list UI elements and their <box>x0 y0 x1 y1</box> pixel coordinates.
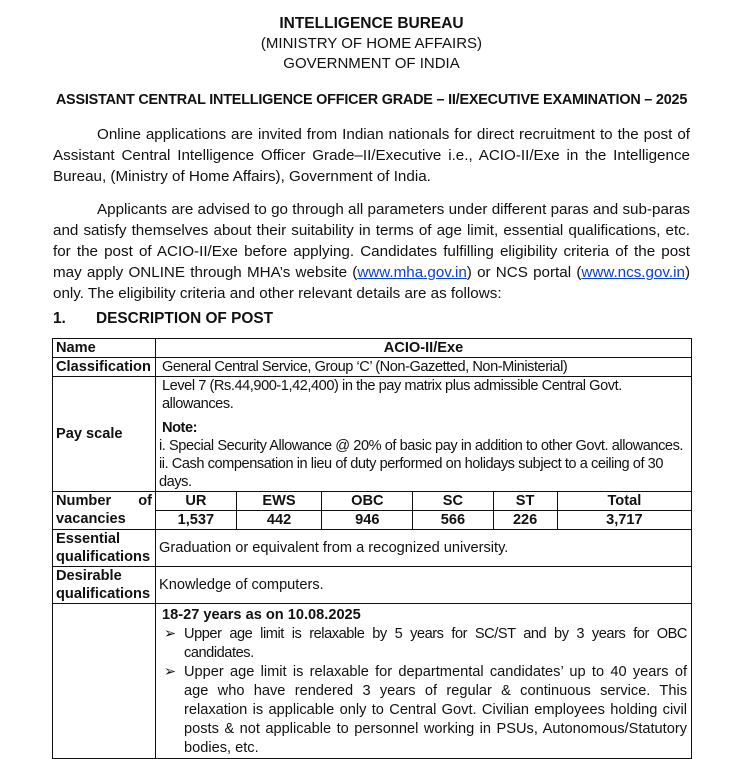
vacancy-value-ur: 1,537 <box>177 512 215 528</box>
vacancy-value-ews: 442 <box>236 511 322 530</box>
vacancy-header-total: Total <box>557 492 691 511</box>
desirable-qualifications-label: Desirable qualifications <box>53 567 156 604</box>
table-row <box>53 567 692 604</box>
vacancy-header-ur: UR <box>156 492 236 511</box>
vacancy-value-st: 226 <box>493 511 557 530</box>
pay-note-heading: Note: <box>162 420 198 436</box>
table-row <box>53 604 692 759</box>
exam-title: ASSISTANT CENTRAL INTELLIGENCE OFFICER GRADE – II/EXECUTIVE EXAMINATION – 2025 <box>55 92 688 108</box>
age-limit-value <box>156 604 692 759</box>
ncs-portal-link[interactable]: www.ncs.gov.in <box>581 264 685 281</box>
vacancy-header-sc: SC <box>413 492 493 511</box>
vacancies-table <box>156 492 691 529</box>
vacancy-header-ews: EWS <box>236 492 322 511</box>
age-relaxation-list <box>162 625 687 758</box>
section-number: 1. <box>53 310 66 327</box>
section-heading <box>53 310 273 328</box>
pay-note-1: i. Special Security Allowance @ 20% of basic pay in addition to other Govt. allowances. <box>159 438 684 454</box>
pay-note-2: ii. Cash compensation in lieu of duty performed on holidays subject to a ceiling of 30 days. <box>159 456 664 490</box>
pay-level: Level 7 (Rs.44,900-1,42,400) in the pay matrix plus admissible Central Govt. allowances. <box>162 378 622 412</box>
mha-website-link[interactable]: www.mha.gov.in <box>357 264 467 281</box>
vacancies-label-word-1: Number <box>56 493 112 509</box>
vacancy-header-st: ST <box>493 492 557 511</box>
age-limit-heading: 18-27 years as on 10.08.2025 <box>162 607 361 623</box>
list-item <box>164 625 687 663</box>
vacancy-value-obc: 946 <box>322 511 413 530</box>
name-label: Name <box>53 339 156 358</box>
intro-paragraph: Online applications are invited from Indian nationals for direct recruitment to the post of Assistant Central Intelligence Officer Grade–II/Executive i.e., ACIO-II/Exe in the Intelligence Bureau, (Ministry of Home Affairs), Government of India. <box>53 126 690 185</box>
table-row <box>53 530 692 567</box>
post-description-table <box>52 338 692 759</box>
table-row <box>53 492 692 530</box>
organization-name: INTELLIGENCE BUREAU <box>279 15 464 32</box>
pay-scale-label-text: Pay scale <box>56 426 123 442</box>
table-row <box>53 377 692 492</box>
table-row <box>53 339 692 358</box>
arrow-bullet-icon: ➢ <box>164 664 177 680</box>
government-name: GOVERNMENT OF INDIA <box>283 55 460 72</box>
classification-label: Classification <box>53 358 156 377</box>
desirable-qualifications-value: Knowledge of computers. <box>156 567 692 604</box>
classification-value: General Central Service, Group ‘C’ (Non-Gazetted, Non-Ministerial) <box>156 358 692 377</box>
vacancies-label <box>53 492 156 530</box>
vacancies-header-row <box>156 492 691 511</box>
vacancy-value-total: 3,717 <box>557 511 691 530</box>
advice-text-2: ) or NCS portal ( <box>466 264 582 281</box>
table-row <box>53 358 692 377</box>
essential-qualifications-label: Essential qualifications <box>53 530 156 567</box>
ministry-name: (MINISTRY OF HOME AFFAIRS) <box>260 35 483 52</box>
age-limit-label <box>53 604 156 759</box>
advice-text-1: Applicants are advised to go through all parameters under different paras and sub-paras and satisfy themselves about their suitability in terms of age limit, essential qualifications, etc. for the post of ACIO-II/Exe before applying. Candidates fulfilling eligibility criteria of the post may apply ONLINE through MHA’s website ( <box>53 201 690 281</box>
vacancies-cell <box>156 492 692 530</box>
vacancies-label-word-2: of <box>138 493 152 509</box>
name-value: ACIO-II/Exe <box>156 339 692 358</box>
arrow-bullet-icon: ➢ <box>164 626 176 642</box>
section-title: DESCRIPTION OF POST <box>96 310 274 327</box>
list-item <box>164 663 687 758</box>
vacancies-value-row <box>156 511 691 530</box>
advice-paragraph <box>53 199 690 304</box>
age-bullet-2: Upper age limit is relaxable for departmental candidates’ up to 40 years of age who have rendered 3 years of regular & continuous service. This relaxation is applicable only to Central Govt. Civilian employees holding civil posts & not applicable to personnel working in PSUs, Autonomous/Statutory bodies, etc. <box>184 664 687 756</box>
document-header <box>0 14 743 74</box>
age-bullet-1: Upper age limit is relaxable by 5 years for SC/ST and by 3 years for OBC candidates. <box>184 626 687 661</box>
essential-qualifications-value: Graduation or equivalent from a recognized university. <box>156 530 692 567</box>
advice-text-3: ) only. The eligibility criteria and other relevant details are as follows: <box>53 264 690 302</box>
pay-scale-value <box>156 377 692 492</box>
pay-scale-label <box>53 377 156 492</box>
vacancies-label-word-3: vacancies <box>56 511 126 527</box>
vacancy-header-obc: OBC <box>322 492 413 511</box>
vacancy-value-sc: 566 <box>413 511 493 530</box>
